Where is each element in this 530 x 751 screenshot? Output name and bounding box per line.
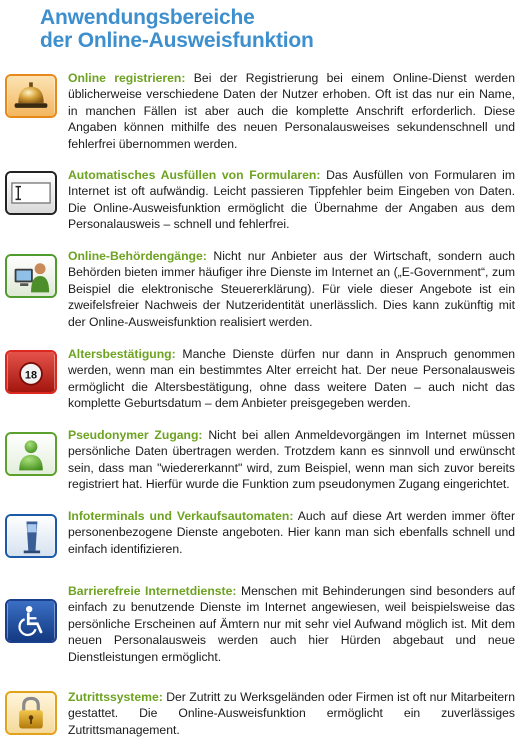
text-field-icon <box>5 171 57 215</box>
entry-heading: Online-Behördengänge: <box>68 249 207 263</box>
terminal-icon <box>5 514 57 558</box>
page-title <box>40 6 314 52</box>
entry-body: Manche Dienste dürfen nur dann in Anspruch genommen werden, wenn man ein bestimmtes Alter erreicht hat. Der neue Personalausweis ermöglicht die Altersbestätigung, ohne dass weitere Daten – auch nicht das komplette Geburtsdatum – dem Anbieter preisgegeben werden. <box>68 347 515 411</box>
wheelchair-icon <box>5 599 57 643</box>
entry-heading: Zutrittssysteme: <box>68 690 163 704</box>
entry-body: Menschen mit Behinderungen sind besonders auf einfach zu benutzende Dienste im Internet angewiesen, weil beispielsweise das persönliche Erscheinen auf Ämtern nur mit sehr viel Aufwand möglich ist. Mit dem neuen Personalausweis werden auch hier Hürden abgebaut und neue Dienstleistungen ermöglicht. <box>68 584 515 664</box>
padlock-icon <box>5 691 57 735</box>
entry-body: Der Zutritt zu Werksgeländen oder Firmen ist oft nur Mitarbeitern gestattet. Die Online-Ausweisfunktion ermöglicht ein zuverlässiges Zutrittsmanagement. <box>68 690 515 737</box>
entry-body: Auch auf diese Art werden immer öfter personenbezogene Dienste angeboten. Hier kann man sich ebenfalls schnell und einfach identifizieren. <box>68 509 516 556</box>
entry-text <box>68 346 515 412</box>
entry-body: Nicht bei allen Anmeldevorgängen im Internet müssen persönliche Daten übertragen werden. Trotzdem kann es sinnvoll und erwünscht sein, dass man "wiedererkannt" wird, zum Beispiel, wenn man sich zuvor bereits registriert hat. Hierfür wurde die Funktion zum pseudonymen Zugang eingerichtet. <box>68 428 516 492</box>
entry-body: Nicht nur Anbieter aus der Wirtschaft, sondern auch Behörden bieten immer häufiger ihre Dienste im Internet an („E-Government“, zum Beispiel die elektronische Steuererklärung). Für viele dieser Angebote ist ein zweifelsfreier Nachweis der Nutzeridentität unerlässlich. Dies kann zukünftig mit der Online-Ausweisfunktion realisiert werden. <box>68 249 515 329</box>
entry-text <box>68 689 515 738</box>
entry-text <box>68 508 515 557</box>
age-badge-text: 18 <box>24 369 38 382</box>
page-title-line-2: der Online-Ausweisfunktion <box>40 29 314 52</box>
age-18-icon <box>5 350 57 394</box>
bell-icon <box>5 74 57 118</box>
entry-heading: Altersbestätigung: <box>68 347 176 361</box>
entry-text <box>68 583 515 665</box>
entry-heading: Online registrieren: <box>68 71 186 85</box>
entry-text <box>68 427 515 493</box>
page-title-line-1: Anwendungsbereiche <box>40 6 255 29</box>
person-computer-icon <box>5 254 57 298</box>
entry-heading: Automatisches Ausfüllen von Formularen: <box>68 168 321 182</box>
entry-text <box>68 167 515 233</box>
entry-heading: Pseudonymer Zugang: <box>68 428 203 442</box>
anonymous-user-icon <box>5 432 57 476</box>
entry-body: Das Ausfüllen von Formularen im Internet ist oft aufwändig. Leicht passieren Tippfehler beim Eingeben von Daten. Die Online-Ausweisfunktion ermöglicht die Übernahme der Angaben aus dem Personalausweis – schnell und fehlerfrei. <box>68 168 515 232</box>
entry-heading: Infoterminals und Verkaufsautomaten: <box>68 509 294 523</box>
entry-body: Bei der Registrierung bei einem Online-Dienst werden üblicherweise verschiedene Daten der Nutzer erhoben. Oft ist das nur ein Name, in manchen Fällen ist aber auch die komplette Anschrift erforderlich. Diese Angaben können mithilfe des neuen Personalausweises sekundenschnell und fehlerfrei übernommen werden. <box>68 71 515 151</box>
entry-text <box>68 248 515 330</box>
entry-text <box>68 70 515 152</box>
entry-heading: Barrierefreie Internetdienste: <box>68 584 237 598</box>
